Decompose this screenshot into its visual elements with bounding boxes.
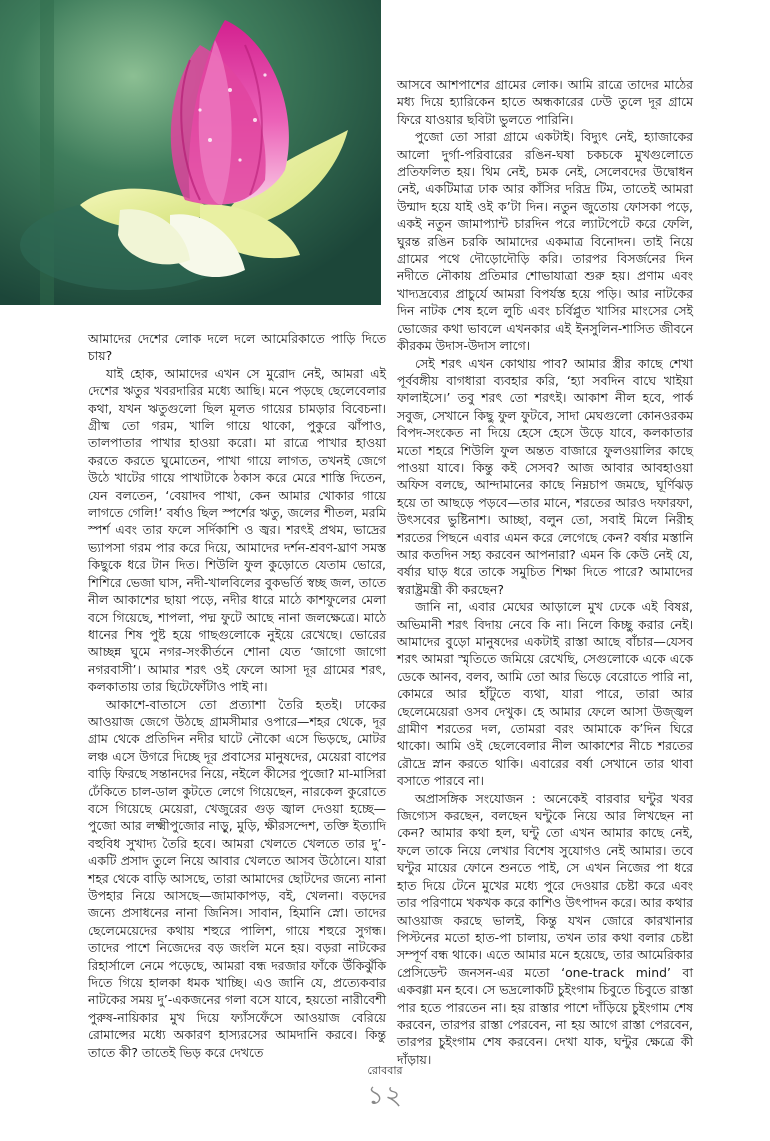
paragraph: অপ্রাসঙ্গিক সংযোজন : অনেকেই বারবার ঘন্টুর খবর জিগ্যেস করছেন, বলছেন ঘন্টুকে নিয়ে আর লিখছেন না কেন? আমার কথা হল, ঘন্টু তো এখন আমার কাছে নেই, ফলে তাকে নিয়ে লেখার বিশেষ সুযোগও নেই আমার। তবে ঘন্টুর মায়ের ফোনে শুনতে পাই, সে এখন নিজের পা ধরে হাত দিয়ে টেনে মুখের মধ্যে পুরে দেওয়ার চেষ্টা করে এবং তার পরিণামে খকখক করে কাশিও উৎপাদন করে। আর কথার আওয়াজ করছে ভালই, কিন্তু যখন জোরে কারখানার পিস্টনের মতো হাত-পা চালায়, তখন তার কথা বলার চেষ্টা সম্পূর্ণ বন্ধ থাকে। এতে আমার মনে হয়েছে, তার আমেরিকার প্রেসিডেন্ট জনসন-এর মতো ‘one-track mind’ বা একবগ্গা মন হবে। সে ভদ্রলোকটি চুইংগাম চিবুতে চিবুতে রাস্তা পার হতে পারতেন না। হয় রাস্তার পাশে দাঁড়িয়ে চুইংগাম শেষ করবেন, তারপর রাস্তা পেরবেন, না হয় আগে রাস্তা পেরবেন, তারপর চুইংগাম শেষ করবেন। দেখা যাক, ঘন্টুর ক্ষেত্রে কী দাঁড়ায়। xyxy=(397,790,693,1067)
article-left-column xyxy=(88,330,386,1061)
page-number: ১২ xyxy=(367,1081,403,1111)
paragraph: জানি না, এবার মেঘের আড়ালে মুখ ঢেকে এই বিষণ্ণ, অভিমানী শরৎ বিদায় নেবে কি না। নিলে কিচ্ছু করার নেই। আমাদের বুড়ো মানুষদের একটাই রাস্তা আছে বাঁচার—যেসব শরৎ আমরা স্মৃতিতে জমিয়ে রেখেছি, সেগুলোকে একে একে ডেকে আনব, বলব, আমি তো আর ভিড়ে বেরোতে পারি না, কোমরে আর হাঁটুতে ব্যথা, যারা পারে, তারা আর ছেলেমেয়েরা ওসব দেখুক। হে আমার ফেলে আসা উজ্জ্বল গ্রামীণ শরতের দল, তোমরা বরং আমাকে ক’দিন ঘিরে থাকো। আমি ওই ছেলেবেলার নীল আকাশের নীচে শরতের রৌদ্রে স্নান করতে থাকি। এবারের বর্ষা সেখানে তার থাবা বসাতে পারবে না। xyxy=(397,599,693,789)
lotus-flower-image xyxy=(0,0,381,305)
article-right-column xyxy=(397,76,693,1068)
magazine-name: রোববার xyxy=(367,1064,403,1077)
paragraph: আকাশে-বাতাসে তো প্রত্যাশা তৈরি হতই। ঢাকের আওয়াজ জেগে উঠছে গ্রামসীমার ওপারে—শহর থেকে, দূর গ্রাম থেকে প্রতিদিন নদীর ঘাটে নৌকো এসে ভিড়ছে, মোটর লঞ্চ এসে উগরে দিচ্ছে দূর প্রবাসের মানুষদের, মেয়েরা বাপের বাড়ি ফিরছে সন্তানদের নিয়ে, নইলে কীসের পুজো? মা-মাসিরা ঢেঁকিতে চাল-ডাল কুটতে লেগে গিয়েছেন, নারকেল কুরোতে বসে গিয়েছে মেয়েরা, খেজুরের গুড় জ্বাল দেওয়া হচ্ছে—পুজো আর লক্ষ্মীপুজোর নাড়ু, মুড়ি, ক্ষীরসন্দেশ, তক্তি ইত্যাদি বহুবিধ সুখাদ্য তৈরি হবে। আমরা খেলতে খেলতে তার দু’-একটি প্রসাদ তুলে নিয়ে আবার খেলতে আসব উঠোনে। যারা শহর থেকে বাড়ি আসছে, তারা আমাদের ছোটদের জন্যে নানা উপহার নিয়ে আসছে—জামাকাপড়, বই, খেলনা। বড়দের জন্যে প্রসাধনের নানা জিনিস। সাবান, হিমানি স্নো। তাদের ছেলেমেয়েদের কথায় শহুরে পালিশ, গায়ে শহুরে সুগন্ধ। তাদের পাশে নিজেদের বড় জংলি মনে হয়। বড়রা নাটকের রিহার্সালে নেমে পড়েছে, আমরা বন্ধ দরজার ফাঁকে উঁকিঝুঁকি দিতে গিয়ে হালকা ধমক খাচ্ছি। এও জানি যে, প্রত্যেকবার নাটকের সময় দু’-একজনের গলা বসে যাবে, হয়তো নারীবেশী পুরুষ-নায়িকার মুখ দিয়ে ফ্যাঁসফেঁসে আওয়াজ বেরিয়ে রোমান্সের মধ্যে অকারণ হাস্যরসের আমদানি করবে। কিন্তু তাতে কী? তাতেই ভিড় করে দেখতে xyxy=(88,696,386,1060)
paragraph: সেই শরৎ এখন কোথায় পাব? আমার স্ত্রীর কাছে শেখা পূর্ববঙ্গীয় বাগধারা ব্যবহার করি, ‘হ্যা সবদিন বাঘে খাইয়া ফালাইসে।’ তবু শরৎ তো শরৎই। আকাশ নীল হবে, পার্ক সবুজ, সেখানে কিছু ফুল ফুটবে, সাদা মেঘগুলো কোনওরকম বিপদ-সংকেত না দিয়ে হেসে হেসে উড়ে যাবে, কলকাতার মতো শহরে শিউলি ফুল অন্তত বাজারে ফুলওয়ালির কাছে পাওয়া যাবে। কিন্তু কই সেসব? আজ আবার আবহাওয়া অফিস বলছে, আন্দামানের কাছে নিম্নচাপ জমছে, ঘূর্ণিঝড় হয়ে তা আছড়ে পড়বে—তার মানে, শরতের আরও দফারফা, উৎসবের ভুষ্টিনাশ। আচ্ছা, বলুন তো, সবাই মিলে নিরীহ শরতের পিছনে এবার এমন করে লেগেছে কেন? বর্ষার মস্তানি আর কতদিন সহ্য করবেন আপনারা? এমন কি কেউ নেই যে, বর্ষার ঘাড় ধরে তাকে সমুচিত শিক্ষা দিতে পারে? আমাদের স্বরাষ্ট্রমন্ত্রী কী করছেন? xyxy=(397,355,693,597)
lotus-photo xyxy=(0,0,381,305)
paragraph: যাই হোক, আমাদের এখন সে মুরোদ নেই, আমরা এই দেশের ঋতুর খবরদারির মধ্যে আছি। মনে পড়ছে ছেলেবেলার কথা, যখন ঋতুগুলো ছিল মূলত গায়ের চামড়ার বিবেচনা। গ্রীষ্ম তো গরম, খালি গায়ে থাকো, পুকুরে ঝাঁপাও, তালপাতার পাখার হাওয়া করো। মা রাত্রে পাখার হাওয়া করতে করতে ঘুমোতেন, পাখা গায়ে লাগত, তখনই জেগে উঠে খাটের গায়ে পাখাটাকে ঠকাস করে মেরে শাস্তি দিতেন, যেন বলতেন, ‘বেয়াদব পাখা, কেন আমার খোকার গায়ে লাগতে গেলি!’ বর্ষাও ছিল স্পর্শের ঋতু, জলের শীতল, মরমি স্পর্শ এবং তার ফলে সর্দিকাশি ও জ্বর। শরৎই প্রথম, ভাদ্রের ভ্যাপসা গরম পার করে দিয়ে, আমাদের দর্শন-শ্রবণ-ঘ্রাণ সমস্ত কিছুকে ধরে টান দিত। শিউলি ফুল কুড়োতে যেতাম ভোরে, শিশিরে ভেজা ঘাস, নদী-খালবিলের বুকভর্তি স্বচ্ছ জল, তাতে নীল আকাশের ছায়া পড়ে, নদীর ধারে মাঠে কাশফুলের মেলা বসে গিয়েছে, শাপলা, পদ্ম ফুটে আছে নানা জলক্ষেত্রে। মাঠে ধানের শিষ পুষ্ট হয়ে গাছগুলোকে নুইয়ে রেখেছে। ভোরের আচ্ছন্ন ঘুমে নগর-সংকীর্তনে শোনা যেত ‘জাগো জাগো নগরবাসী’। আমার শরৎ ওই ফেলে আসা দূর গ্রামের শরৎ, কলকাতায় তার ছিটেফোঁটাও পাই না। xyxy=(88,365,386,695)
paragraph: পুজো তো সারা গ্রামে একটাই। বিদ্যুৎ নেই, হ্যাজাকের আলো দুর্গা-পরিবারের রঙিন-ঘষা চকচকে মুখগুলোতে প্রতিফলিত হয়। থিম নেই, চমক নেই, সেলেবদের উদ্বোধন নেই, একটিমাত্র ঢাক আর কাঁসির দরিদ্র টিম, তাতেই আমরা উন্মাদ হয়ে যাই ওই ক’টা দিন। নতুন জুতোয় ফোসকা পড়ে, একই নতুন জামাপ্যান্ট চারদিন পরে ল্যাটপেটে করে ফেলি, ঘুরন্ত রঙিন চরকি আমাদের একমাত্র বিনোদন। তাই নিয়ে গ্রামের পথে দৌড়োদৌড়ি করি। তারপর বিসর্জনের দিন নদীতে নৌকায় প্রতিমার শোভাযাত্রা শুরু হয়। প্রণাম এবং খাদ্যদ্রব্যের প্রাচুর্যে আমরা বিপর্যস্ত হয়ে পড়ি। আর নাটকের দিন নাটক শেষ হলে লুচি এবং চর্বিপ্লুত খাসির মাংসের সেই ভোজের কথা ভাবলে এখনকার এই ইনসুলিন-শাসিত জীবনে কীরকম উদাস-উদাস লাগে। xyxy=(397,129,693,354)
paragraph: আমাদের দেশের লোক দলে দলে আমেরিকাতে পাড়ি দিতে চায়? xyxy=(88,331,386,364)
paragraph: আসবে আশপাশের গ্রামের লোক। আমি রাত্রে তাদের মাঠের মধ্য দিয়ে হ্যারিকেন হাতে অন্ধকারের ঢেউ তুলে দূর গ্রামে ফিরে যাওয়ার ছবিটা ভুলতে পারিনি। xyxy=(397,77,693,127)
